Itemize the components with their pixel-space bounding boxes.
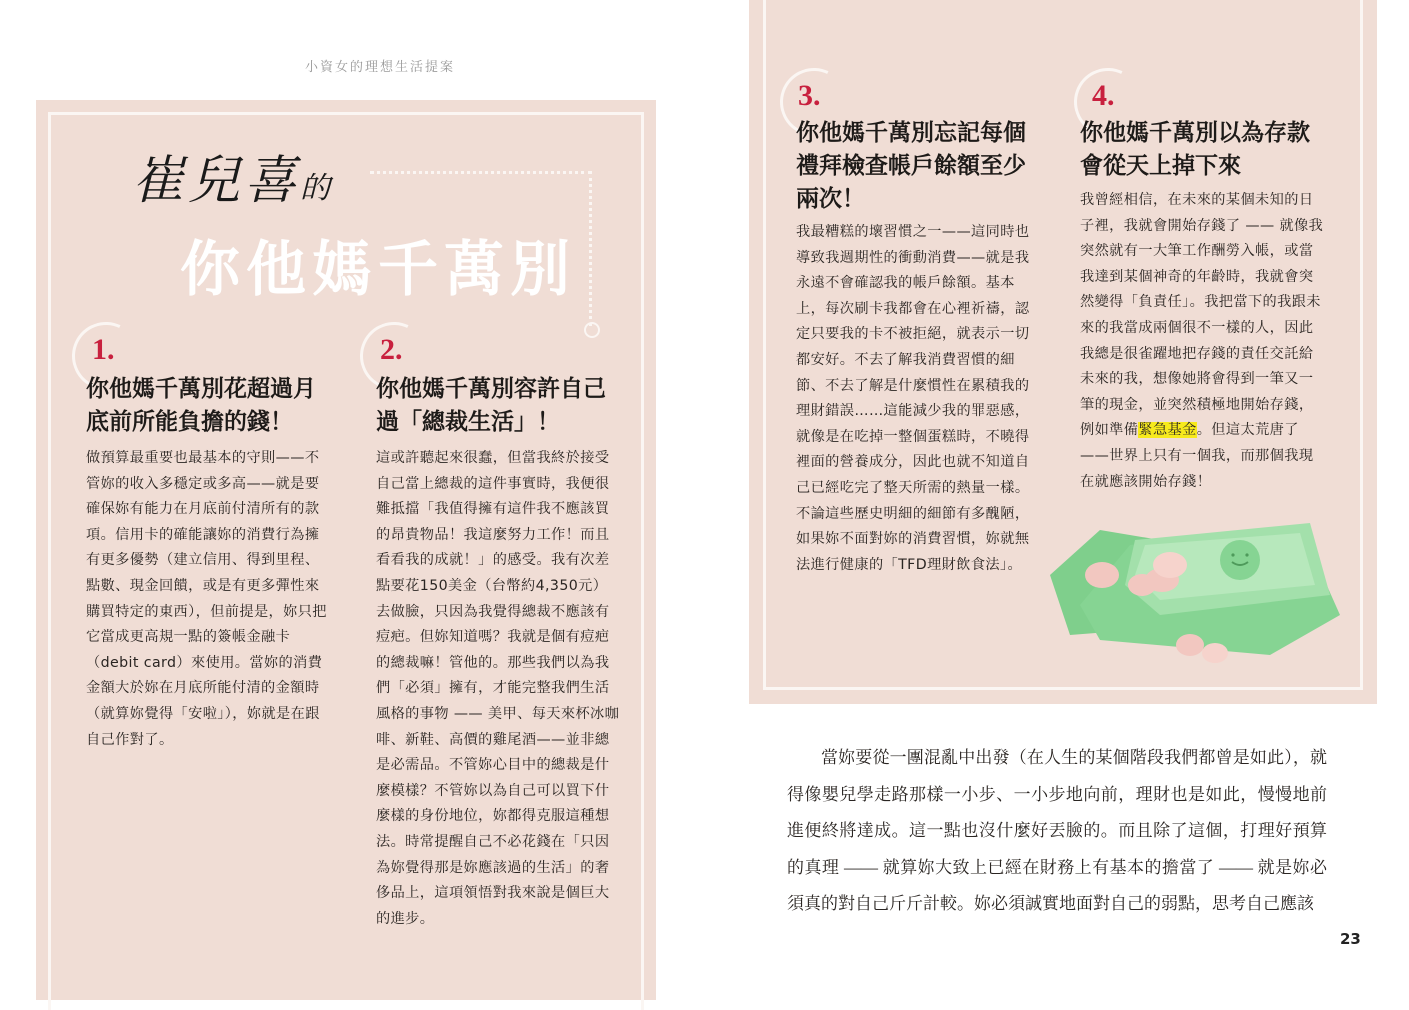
tip-number: 1. [92, 333, 115, 366]
tip-number: 4. [1092, 79, 1115, 112]
money-illustration-icon [1040, 505, 1340, 665]
tip-heading: 你他媽千萬別忘記每個禮拜檢查帳戶餘額至少兩次！ [796, 119, 1026, 212]
tip-body: 我最糟糕的壞習慣之一——這同時也導致我週期性的衝動消費——就是我永遠不會確認我的帳戶餘額。基本上，每次刷卡我都會在心裡祈禱，認定只要我的卡不被拒絕，就表示一切都安好。不去了解我消費習慣的細節、不去了解是什麼慣性在累積我的理財錯誤……這能減少我的罪惡感，就像是在吃掉一整個蛋糕時，不曉得裡面的營養成分，因此也就不知道自己已經吃完了整天所需的熱量一樣。不論這些歷史明細的細節有多醜陋，如果妳不面對妳的消費習慣，妳就無法進行健康的「TFD理財飲食法」。 [796, 224, 1030, 573]
tip-body: 做預算最重要也最基本的守則——不管妳的收入多穩定或多高——就是要確保妳有能力在月底前付清所有的款項。信用卡的確能讓妳的消費行為擁有更多優勢（建立信用、得到里程、點數、現金回饋，或是有更多彈性來購買特定的東西），但前提是，妳只把它當成更高規一點的簽帳金融卡（debit card）來使用。當妳的消費金額大於妳在月底所能付清的金額時（就算妳覺得「安啦」），妳就是在跟自己作對了。 [86, 450, 327, 748]
tip-heading: 你他媽千萬別花超過月底前所能負擔的錢！ [86, 375, 316, 435]
feature-script-title [132, 138, 334, 213]
page-number: 23 [1340, 930, 1361, 948]
tip-heading: 你他媽千萬別容許自己過「總裁生活」！ [376, 375, 606, 435]
main-body-text: 當妳要從一團混亂中出發（在人生的某個階段我們都曾是如此），就得像嬰兒學走路那樣一小步、一小步地向前，理財也是如此，慢慢地前進便終將達成。這一點也沒什麼好丟臉的。而且除了這個，打理好預算的真理 —— 就算妳大致上已經在財務上有基本的擔當了 —— 就是妳必須真的對自己斤斤計較。妳必須誠實地面對自己的弱點，思考自己應該 [787, 748, 1327, 913]
running-head: 小資女的理想生活提案 [304, 60, 455, 75]
script-title-suffix: 的 [300, 171, 335, 206]
tip-body: 我曾經相信，在未來的某個未知的日子裡，我就會開始存錢了 —— 就像我突然就有一大筆工作酬勞入帳，或當我達到某個神奇的年齡時，我就會突然變得「負責任」。我把當下的我跟未來的我當成兩個很不一樣的人，因此我總是很雀躍地把存錢的責任交託給未來的我，想像她將會得到一筆又一筆的現金，並突然積極地開始存錢，例如準備緊急基金。但這太荒唐了 ——世界上只有一個我，而那個我現在就應該開始存錢！ [1080, 192, 1324, 490]
script-title-name: 崔兒喜 [132, 151, 301, 211]
tip-body: 這或許聽起來很蠢，但當我終於接受自己當上總裁的這件事實時，我便很難抵擋「我值得擁有這件我不應該買的昂貴物品！我這麼努力工作！而且看看我的成就！」的感受。我有次差點要花150美金（台幣約4,350元）去做臉，只因為我覺得總裁不應該有痘疤。但妳知道嗎？我就是個有痘疤的總裁嘛！管他的。那些我們以為我們「必須」擁有，才能完整我們生活風格的事物 —— 美甲、每天來杯冰咖啡、新鞋、高價的雞尾酒——並非總是必需品。不管妳心目中的總裁是什麼模樣？不管妳以為自己可以買下什麼樣的身份地位，妳都得克服這種想法。時常提醒自己不必花錢在「只因為妳覺得那是妳應該過的生活」的奢侈品上，這項領悟對我來說是個巨大的進步。 [376, 450, 620, 927]
highlighted-term: 緊急基金 [1138, 422, 1197, 439]
feature-big-title: 你他媽千萬別 [180, 235, 576, 305]
tip-number: 2. [380, 333, 403, 366]
tip-number: 3. [798, 79, 821, 112]
ring-decoration-icon [584, 322, 600, 338]
tip-heading: 你他媽千萬別以為存款會從天上掉下來 [1080, 119, 1310, 179]
